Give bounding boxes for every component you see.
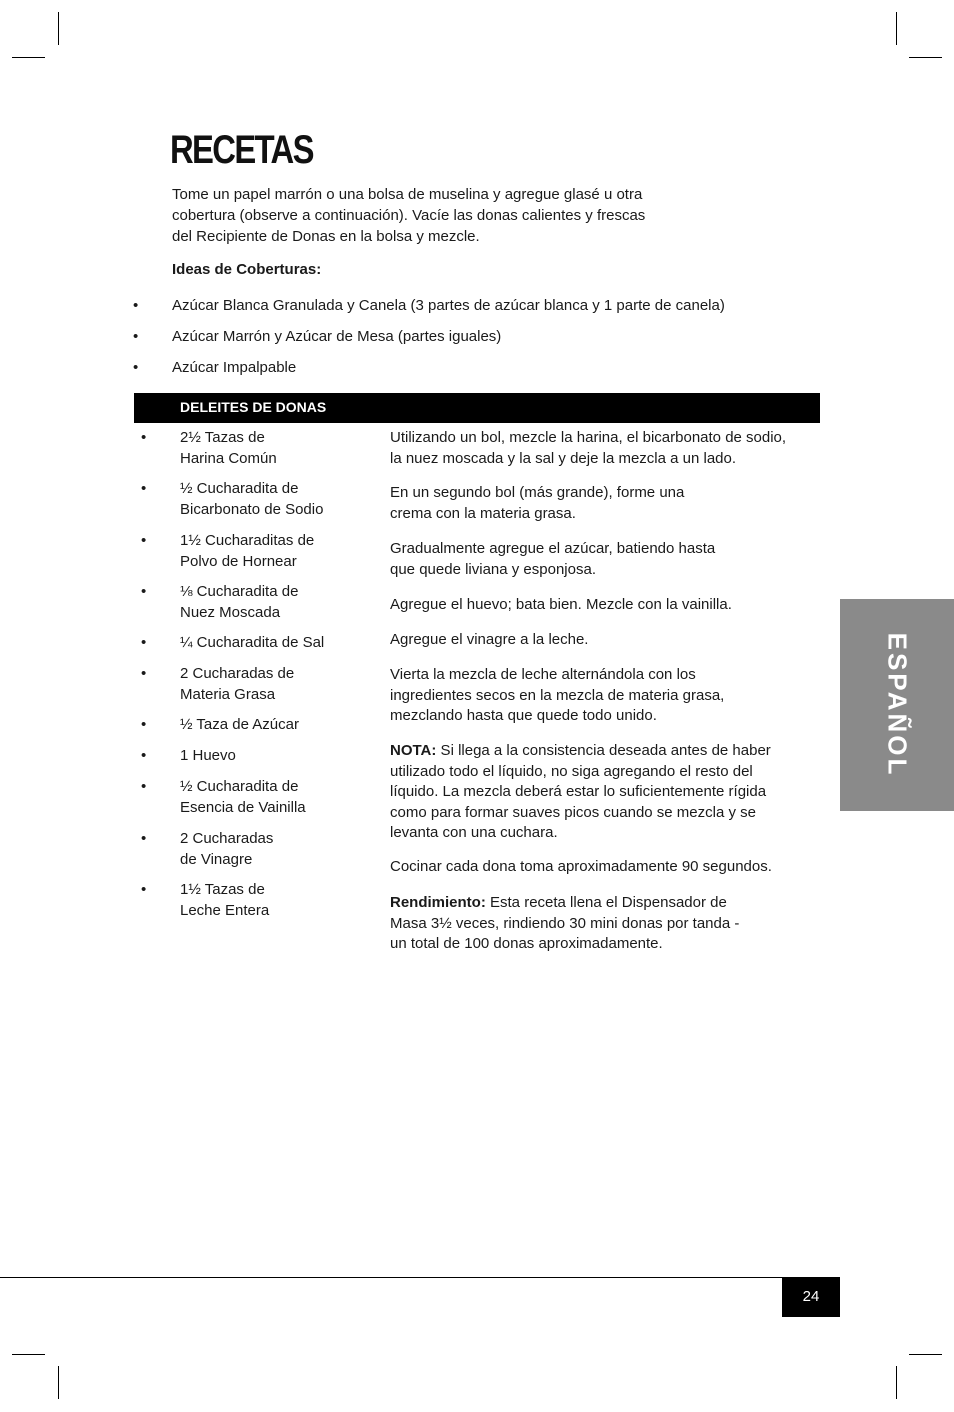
intro-paragraph: Tome un papel marrón o una bolsa de muselina y agregue glasé u otra cobertura (observe a continuación). Vacíe las donas calientes y frescas del Recipiente de Donas en la bolsa y mezcle. <box>172 186 646 245</box>
ingredient-line: 2 Cucharadas de <box>180 665 295 682</box>
toppings-heading: Ideas de Coberturas: <box>172 261 322 278</box>
bullet: • <box>141 583 147 600</box>
ingredient-line: Polvo de Hornear <box>180 552 297 570</box>
recipe-step: Agregue el vinagre a la leche. <box>390 631 589 648</box>
ingredient-line: ½ Taza de Azúcar <box>180 716 299 733</box>
crop-mark <box>12 1354 45 1355</box>
crop-mark <box>58 12 59 45</box>
footer-rule <box>0 1277 840 1278</box>
yield-paragraph <box>390 893 755 955</box>
bullet: • <box>141 665 147 682</box>
bullet: • <box>141 429 147 446</box>
bullet: • <box>141 634 147 651</box>
bullet: • <box>133 297 139 314</box>
ingredient-line: 1½ Tazas de <box>180 881 265 898</box>
bullet: • <box>141 716 147 733</box>
bullet: • <box>141 747 147 764</box>
recipe-title-bar <box>134 393 820 423</box>
ingredient-line: Harina Común <box>180 449 277 467</box>
ingredient-line: ½ Cucharadita de <box>180 480 299 497</box>
ingredient-line: ½ Cucharadita de <box>180 778 299 795</box>
topping-text: Azúcar Marrón y Azúcar de Mesa (partes iguales) <box>172 328 502 345</box>
nota-text: Si llega a la consistencia deseada antes de haber utilizado todo el líquido, no siga agregando el resto del líquido. La mezcla deberá estar lo suficientemente rígida como para formar suaves picos cuando se mezcla y se levanta con una cuchara. <box>390 742 771 841</box>
nota-paragraph <box>390 741 775 844</box>
ingredient-line: 2 Cucharadas <box>180 830 274 847</box>
crop-mark <box>896 12 897 45</box>
recipe-step: Utilizando un bol, mezcle la harina, el bicarbonato de sodio, la nuez moscada y la sal y deje la mezcla a un lado. <box>390 429 787 467</box>
crop-mark <box>909 1354 942 1355</box>
ingredient-line: Leche Entera <box>180 901 270 919</box>
recipe-step: Vierta la mezcla de leche alternándola con los ingredientes secos en la mezcla de materia grasa, mezclando hasta que quede todo unido. <box>390 666 725 724</box>
language-tab-label: ESPAÑOL <box>882 632 913 778</box>
topping-text: Azúcar Impalpable <box>172 359 297 376</box>
ingredient-line: Bicarbonato de Sodio <box>180 500 324 518</box>
bullet: • <box>141 881 147 898</box>
crop-mark <box>909 57 942 58</box>
ingredient-line: de Vinagre <box>180 850 253 868</box>
recipe-step: Agregue el huevo; bata bien. Mezcle con la vainilla. <box>390 596 732 613</box>
topping-text: Azúcar Blanca Granulada y Canela (3 partes de azúcar blanca y 1 parte de canela) <box>172 297 725 314</box>
crop-mark <box>58 1366 59 1399</box>
ingredient-line: 1 Huevo <box>180 747 236 764</box>
ingredient-line: Esencia de Vainilla <box>180 798 306 816</box>
ingredient-line: 2½ Tazas de <box>180 429 265 446</box>
cook-time: Cocinar cada dona toma aproximadamente 90 segundos. <box>390 858 772 875</box>
yield-label: Rendimiento: <box>390 894 486 911</box>
bullet: • <box>141 778 147 795</box>
crop-mark <box>12 57 45 58</box>
recipe-step: Gradualmente agregue el azúcar, batiendo hasta que quede liviana y esponjosa. <box>390 540 716 578</box>
nota-label: NOTA: <box>390 742 437 759</box>
bullet: • <box>133 328 139 345</box>
page-number: 24 <box>782 1277 840 1317</box>
ingredient-line: ¼ Cucharadita de Sal <box>180 634 325 651</box>
ingredient-line: ⅛ Cucharadita de <box>180 583 299 600</box>
language-tab <box>840 599 954 811</box>
yield-text: Esta receta llena el Dispensador de Masa 3½ veces, rindiendo 30 mini donas por tanda - un total de 100 donas aproximadamente. <box>390 894 740 952</box>
recipe-step: En un segundo bol (más grande), forme una crema con la materia grasa. <box>390 484 685 522</box>
bullet: • <box>141 480 147 497</box>
bullet: • <box>141 830 147 847</box>
crop-mark <box>896 1366 897 1399</box>
page-title: RECETAS <box>170 128 313 172</box>
ingredient-line: Materia Grasa <box>180 685 276 703</box>
recipe-title: DELEITES DE DONAS <box>180 399 327 415</box>
bullet: • <box>141 532 147 549</box>
ingredient-line: 1½ Cucharaditas de <box>180 532 315 549</box>
ingredient-line: Nuez Moscada <box>180 603 281 621</box>
bullet: • <box>133 359 139 376</box>
